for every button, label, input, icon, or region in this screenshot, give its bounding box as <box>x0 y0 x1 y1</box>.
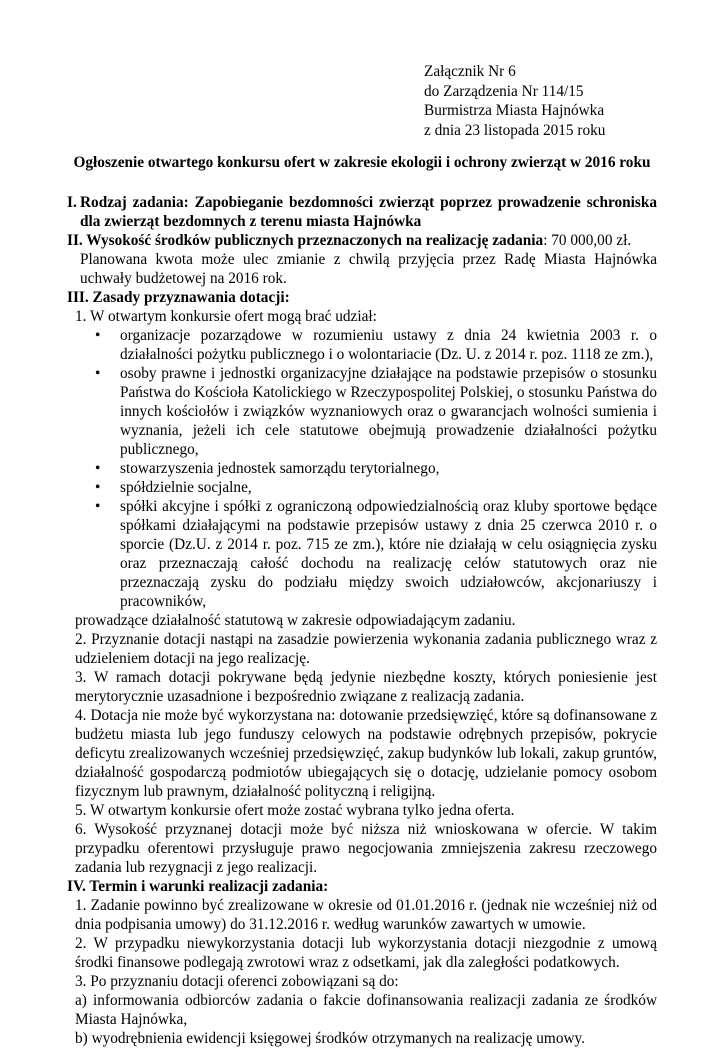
eligible-entities-list <box>67 326 657 611</box>
annex-date: z dnia 23 listopada 2015 roku <box>424 121 606 139</box>
section-3-item-6: 6. Wysokość przyznanej dotacji może być niższa niż wnioskowana w ofercie. W takim przypadku oferentowi przysługuje prawo negocjowania zmniejszenia zakresu rzeczowego zadania lub rezygnacji z jego realizacji. <box>75 821 657 876</box>
bullet-icon: • <box>95 479 101 496</box>
section-3-item-2: 2. Przyznanie dotacji nastąpi na zasadzie powierzenia wykonania zadania publicznego wraz z udzieleniem dotacji na jego realizację. <box>75 631 657 667</box>
bullet-icon: • <box>95 460 101 477</box>
list-item-text: stowarzyszenia jednostek samorządu terytorialnego, <box>120 460 440 477</box>
section-1-text: Rodzaj zadania: Zapobieganie bezdomności zwierząt poprzez prowadzenie schroniska dla zwierząt bezdomnych z terenu miasta Hajnówka <box>80 194 657 230</box>
section-3-item-4: 4. Dotacja nie może być wykorzystana na: dotowanie przedsięwzięć, które są dofinansowane z budżetu miasta lub jego funduszy celowych na podstawie odrębnych przepisów, pokrycie deficytu zrealizowanych wcześniej przedsięwzięć, zakup budynków lub lokali, zakup gruntów, działalność gospodarczą podmiotów ubiegających się o dotację, udzielanie pomocy osobom fizycznym lub prawnym, działalność polityczną i religijną. <box>75 707 657 800</box>
annex-number: Załącznik Nr 6 <box>424 63 516 80</box>
section-3-item-3: 3. W ramach dotacji pokrywane będą jedynie niezbędne koszty, których poniesienie jest merytorycznie uzasadnione i bezpośrednio związane z realizacją zadania. <box>75 669 657 705</box>
section-4-letter-a: a) informowania odbiorców zadania o fakcie dofinansowania realizacji zadania ze środków Miasta Hajnówka, <box>75 992 657 1028</box>
section-2-text: Planowana kwota może ulec zmianie z chwilą przyjęcia przez Radę Miasta Hajnówka uchwały budżetowej na 2016 rok. <box>80 251 657 287</box>
section-1 <box>67 193 657 231</box>
list-item <box>95 478 657 497</box>
section-4-heading: IV. Termin i warunki realizacji zadania: <box>67 878 329 895</box>
annex-authority: Burmistrza Miasta Hajnówka <box>424 102 605 119</box>
bullet-icon: • <box>95 365 101 382</box>
list-item <box>95 326 657 364</box>
annex-header <box>424 62 605 140</box>
annex-ordinance: do Zarządzenia Nr 114/15 <box>424 82 584 100</box>
list-item-text: spółki akcyjne i spółki z ograniczoną odpowiedzialnością oraz kluby sportowe będące spółkami działającymi na podstawie przepisów ustawy z dnia 25 czerwca 2010 r. o sporcie (Dz.U. z 2014 r. poz. 715 ze zm.), które nie działają w celu osiągnięcia zysku oraz przeznaczają całość dochodu na realizację celów statutowych oraz nie przeznaczają zysku do podziału między swoich udziałowców, akcjonariuszy i pracowników, <box>120 498 657 610</box>
list-item-text: spółdzielnie socjalne, <box>120 479 252 496</box>
section-2 <box>67 231 657 250</box>
list-item-text: organizacje pozarządowe w rozumieniu ustawy z dnia 24 kwietnia 2003 r. o działalności pożytku publicznego i o wolontariacie (Dz. U. z 2014 r. poz. 1118 ze zm.), <box>120 327 657 363</box>
section-4-item-1: 1. Zadanie powinno być zrealizowane w okresie od 01.01.2016 r. (jednak nie wcześniej niż od dnia podpisania umowy) do 31.12.2016 r. według warunków zawartych w umowie. <box>75 897 657 933</box>
section-4-item-2: 2. W przypadku niewykorzystania dotacji lub wykorzystania dotacji niezgodnie z umową środki finansowe podlegają zwrotowi wraz z odsetkami, jak dla zaległości podatkowych. <box>75 935 657 971</box>
document-body <box>67 193 657 1048</box>
bullet-icon: • <box>95 498 101 515</box>
document-title: Ogłoszenie otwartego konkursu ofert w zakresie ekologii i ochrony zwierząt w 2016 roku <box>73 154 651 171</box>
list-continuation: prowadzące działalność statutową w zakresie odpowiadającym zadaniu. <box>75 612 516 629</box>
section-2-amount: : 70 000,00 zł. <box>543 232 632 249</box>
section-3-item-5: 5. W otwartym konkursie ofert może zostać wybrana tylko jedna oferta. <box>75 802 515 819</box>
section-2-heading: II. Wysokość środków publicznych przeznaczonych na realizację zadania <box>67 232 544 249</box>
section-4-item-3: 3. Po przyznaniu dotacji oferenci zobowiązani są do: <box>75 973 399 990</box>
bullet-icon: • <box>95 327 101 344</box>
section-3-heading: III. Zasady przyznawania dotacji: <box>67 289 290 306</box>
section-1-number: I. <box>67 194 77 211</box>
list-item <box>95 497 657 611</box>
list-item-text: osoby prawne i jednostki organizacyjne działające na podstawie przepisów o stosunku Państwa do Kościoła Katolickiego w Rzeczypospolitej Polskiej, o stosunku Państwa do innych kościołów i związków wyznaniowych oraz o gwarancjach wolności sumienia i wyznania, jeżeli ich cele statutowe obejmują prowadzenie działalności pożytku publicznego, <box>120 365 657 458</box>
section-3-item-1: 1. W otwartym konkursie ofert mogą brać udział: <box>75 308 377 325</box>
list-item <box>95 459 657 478</box>
section-4-letter-b: b) wyodrębnienia ewidencji księgowej środków otrzymanych na realizację umowy. <box>75 1030 586 1047</box>
list-item <box>95 364 657 459</box>
